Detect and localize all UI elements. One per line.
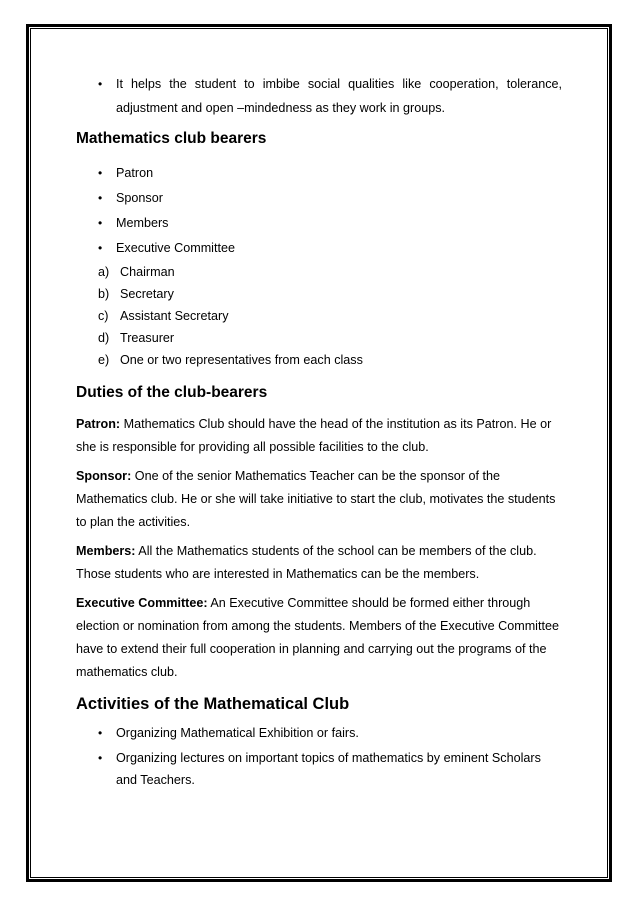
- committee-member-text: Assistant Secretary: [120, 309, 229, 323]
- duty-term: Members:: [76, 544, 136, 558]
- activity-item: [76, 722, 562, 744]
- club-role-item: [76, 236, 562, 261]
- committee-member-text: Chairman: [120, 265, 175, 279]
- duty-text: An Executive Committee should be formed either through election or nomination from among the students. Members of the Executive Committee have to extend their full cooperation in planning and carrying out the programs of the mathematics club.: [76, 596, 559, 679]
- duty-paragraph-patron: [76, 413, 562, 459]
- activity-text: Organizing lectures on important topics of mathematics by eminent Scholars and Teachers.: [116, 751, 541, 787]
- club-roles-list: [76, 161, 562, 261]
- bullet-icon: •: [98, 216, 103, 230]
- committee-member-item: [76, 305, 562, 327]
- duty-term: Patron:: [76, 417, 121, 431]
- list-marker: c): [98, 309, 109, 323]
- committee-member-text: One or two representatives from each class: [120, 353, 363, 367]
- committee-member-item: [76, 349, 562, 371]
- club-bearers-heading: Mathematics club bearers: [76, 130, 267, 147]
- bullet-icon: •: [98, 166, 103, 180]
- intro-bullet-text: It helps the student to imbibe social qualities like cooperation, tolerance, adjustment and open –mindedness as they work in groups.: [116, 77, 562, 115]
- page-content: [76, 72, 562, 791]
- club-role-text: Patron: [116, 166, 154, 180]
- bullet-icon: •: [98, 77, 103, 91]
- club-role-text: Sponsor: [116, 191, 163, 205]
- duty-text: Mathematics Club should have the head of the institution as its Patron. He or she is responsible for providing all possible facilities to the club.: [76, 417, 552, 454]
- activities-heading: Activities of the Mathematical Club: [76, 695, 350, 713]
- bullet-icon: •: [98, 726, 103, 740]
- duty-paragraph-sponsor: [76, 465, 562, 534]
- duties-heading: Duties of the club-bearers: [76, 384, 268, 401]
- duty-paragraph-executive-committee: [76, 592, 562, 684]
- committee-members-list: [76, 261, 562, 371]
- duty-paragraph-members: [76, 540, 562, 586]
- duty-term: Sponsor:: [76, 469, 132, 483]
- bullet-icon: •: [98, 241, 103, 255]
- duty-text: One of the senior Mathematics Teacher can be the sponsor of the Mathematics club. He or she will take initiative to start the club, motivates the students to plan the activities.: [76, 469, 556, 529]
- list-marker: e): [98, 353, 110, 367]
- club-role-item: [76, 211, 562, 236]
- committee-member-text: Secretary: [120, 287, 174, 301]
- list-marker: b): [98, 287, 110, 301]
- club-role-item: [76, 161, 562, 186]
- activity-text: Organizing Mathematical Exhibition or fairs.: [116, 726, 359, 740]
- intro-bullet-list: [76, 72, 562, 120]
- activity-item: [76, 747, 562, 791]
- committee-member-item: [76, 327, 562, 349]
- club-role-item: [76, 186, 562, 211]
- duty-term: Executive Committee:: [76, 596, 208, 610]
- activities-list: [76, 722, 562, 791]
- duty-text: All the Mathematics students of the school can be members of the club. Those students who are interested in Mathematics can be the members.: [76, 544, 537, 581]
- intro-bullet-item: [76, 72, 562, 120]
- list-marker: d): [98, 331, 110, 345]
- committee-member-text: Treasurer: [120, 331, 175, 345]
- club-role-text: Executive Committee: [116, 241, 235, 255]
- bullet-icon: •: [98, 751, 103, 765]
- committee-member-item: [76, 283, 562, 305]
- committee-member-item: [76, 261, 562, 283]
- list-marker: a): [98, 265, 110, 279]
- bullet-icon: •: [98, 191, 103, 205]
- club-role-text: Members: [116, 216, 169, 230]
